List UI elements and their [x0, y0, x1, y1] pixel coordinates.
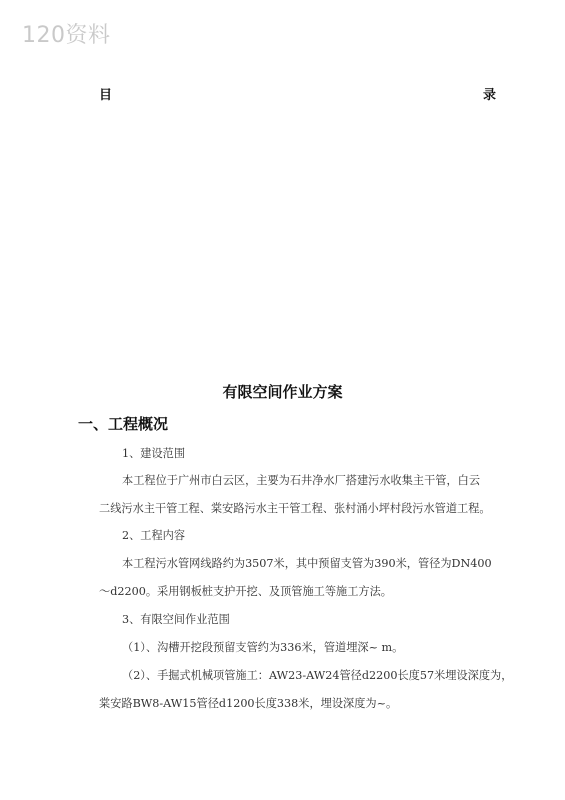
paragraph-line: 二线污水主干管工程、棠安路污水主干管工程、张村涌小坪村段污水管道工程。	[99, 502, 491, 515]
section-heading-overview: 一、工程概况	[78, 415, 169, 433]
watermark-logo: 120资料	[22, 23, 111, 48]
subsection-title-scope: 1、建设范围	[122, 447, 186, 460]
paragraph-line: ～d2200。采用钢板桩支护开挖、及顶管施工等施工方法。	[99, 585, 392, 598]
toc-title-right-char: 录	[483, 88, 497, 103]
paragraph-line: 本工程位于广州市白云区，主要为石井净水厂搭建污水收集主干管，白云	[122, 474, 481, 487]
list-item: （2）、手掘式机械项管施工：AW23-AW24管径d2200长度57米埋设深度为，	[122, 669, 513, 682]
subsection-title-confined-space: 3、有限空间作业范围	[122, 613, 230, 626]
toc-title-left-char: 目	[99, 88, 113, 103]
list-item: （1）、沟槽开挖段预留支管约为336米，管道埋深~ m。	[122, 641, 404, 654]
list-item-continuation: 棠安路BW8-AW15管径d1200长度338米，埋设深度为~。	[99, 697, 398, 710]
subsection-title-content: 2、工程内容	[122, 529, 186, 542]
document-title: 有限空间作业方案	[222, 383, 343, 401]
paragraph-line: 本工程污水管网线路约为3507米，其中预留支管为390米，管径为DN400	[122, 557, 492, 570]
